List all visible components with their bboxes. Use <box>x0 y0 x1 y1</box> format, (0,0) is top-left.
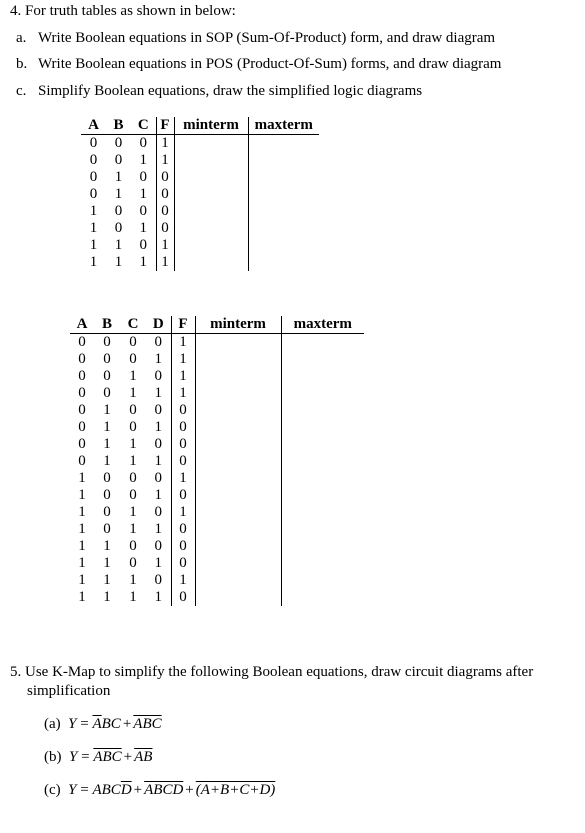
table-row <box>70 589 364 606</box>
table-cell: 1 <box>171 351 195 368</box>
table-cell: 0 <box>139 169 147 185</box>
minterm-cell <box>174 152 248 169</box>
truth-table-body <box>81 135 319 272</box>
minterm-cell <box>195 436 281 453</box>
minterm-cell <box>195 402 281 419</box>
table-row <box>81 237 319 254</box>
minterm-cell <box>195 538 281 555</box>
term-bar: (A+B+C+D) <box>195 782 276 798</box>
question-5-text-cont: simplification <box>27 683 111 699</box>
table-cell: 0 <box>103 487 111 503</box>
table-cell: 1 <box>156 254 174 271</box>
maxterm-cell <box>248 135 319 153</box>
maxterm-cell <box>248 254 319 271</box>
table-cell: 1 <box>139 220 147 236</box>
table-cell: 1 <box>78 521 86 537</box>
maxterm-cell <box>281 521 364 538</box>
eq-lhs: Y <box>68 782 77 798</box>
table-cell: 0 <box>129 470 137 486</box>
equation-c <box>44 782 275 799</box>
table-cell: 0 <box>156 220 174 237</box>
table-row <box>81 220 319 237</box>
table-cell: 0 <box>129 555 137 571</box>
table-row <box>81 152 319 169</box>
table-cell: 1 <box>129 436 137 452</box>
eq-sign: = <box>81 749 90 765</box>
equation-b <box>44 749 152 766</box>
maxterm-cell <box>281 351 364 368</box>
table-cell: 1 <box>156 152 174 169</box>
header-d: D <box>146 316 171 334</box>
table-cell: 1 <box>129 589 137 605</box>
table-cell: 0 <box>129 487 137 503</box>
header-maxterm: maxterm <box>281 316 364 334</box>
table-row <box>70 555 364 572</box>
table-cell: 1 <box>103 538 111 554</box>
minterm-cell <box>174 135 248 153</box>
table-cell: 0 <box>78 453 86 469</box>
table-cell: 1 <box>89 254 98 270</box>
eq-sign: = <box>80 716 89 732</box>
table-cell: 0 <box>114 220 123 236</box>
table-row <box>70 504 364 521</box>
table-cell: 0 <box>78 402 86 418</box>
table-cell: 0 <box>78 351 86 367</box>
maxterm-cell <box>281 555 364 572</box>
table-cell: 1 <box>114 169 123 185</box>
minterm-cell <box>195 504 281 521</box>
table-cell: 0 <box>156 169 174 186</box>
table-cell: 1 <box>78 538 86 554</box>
table-cell: 1 <box>78 504 86 520</box>
table-cell: 0 <box>171 521 195 538</box>
minterm-cell <box>195 487 281 504</box>
table-row <box>70 521 364 538</box>
table-cell: 0 <box>139 203 147 219</box>
minterm-cell <box>174 203 248 220</box>
table-cell: 0 <box>78 368 86 384</box>
maxterm-cell <box>281 436 364 453</box>
table-cell: 0 <box>171 538 195 555</box>
minterm-cell <box>174 186 248 203</box>
item-text: Simplify Boolean equations, draw the simplified logic diagrams <box>38 83 423 99</box>
table-cell: 0 <box>156 186 174 203</box>
minterm-cell <box>195 589 281 606</box>
table-cell: 1 <box>89 220 98 236</box>
item-label: b. <box>16 56 28 72</box>
table-cell: 1 <box>103 555 111 571</box>
table-cell: 0 <box>156 203 174 220</box>
table-cell: 0 <box>103 334 111 350</box>
table-cell: 1 <box>78 589 86 605</box>
table-row <box>70 572 364 589</box>
table-cell: 1 <box>156 237 174 254</box>
table-cell: 1 <box>114 254 123 270</box>
table-cell: 0 <box>89 152 98 168</box>
table-cell: 0 <box>103 351 111 367</box>
term: ABC <box>92 782 121 798</box>
minterm-cell <box>174 169 248 186</box>
table-row <box>81 186 319 203</box>
table-row <box>70 538 364 555</box>
table-cell: 1 <box>171 334 195 352</box>
maxterm-cell <box>248 203 319 220</box>
minterm-cell <box>195 368 281 385</box>
minterm-cell <box>195 385 281 402</box>
question-4c <box>16 83 422 100</box>
plus-sign: + <box>123 749 133 765</box>
header-minterm: minterm <box>174 117 248 135</box>
table-row <box>70 419 364 436</box>
item-label: a. <box>16 30 27 46</box>
question-5 <box>10 663 575 701</box>
term-bar: $\overline{ABC}$ <box>93 749 122 765</box>
term-bar: $\overline{A}$ <box>92 716 102 732</box>
table-row <box>70 368 364 385</box>
header-f: F <box>156 117 174 135</box>
maxterm-cell <box>281 487 364 504</box>
table-row <box>70 385 364 402</box>
table-cell: 1 <box>78 487 86 503</box>
minterm-cell <box>174 220 248 237</box>
item-text: Write Boolean equations in POS (Product-Of-Sum) forms, and draw diagram <box>38 56 502 72</box>
table-row <box>81 135 319 153</box>
eq-label: (b) <box>44 749 62 765</box>
table-cell: 1 <box>139 254 147 270</box>
header-b: B <box>94 316 120 334</box>
table-cell: 0 <box>154 538 162 554</box>
table-cell: 0 <box>78 385 86 401</box>
question-4a <box>16 30 495 47</box>
table-cell: 0 <box>171 589 195 606</box>
maxterm-cell <box>248 237 319 254</box>
table-cell: 1 <box>129 453 137 469</box>
maxterm-cell <box>281 572 364 589</box>
minterm-cell <box>195 555 281 572</box>
table-cell: 0 <box>114 203 123 219</box>
table-cell: 1 <box>103 419 111 435</box>
table-cell: 1 <box>171 572 195 589</box>
table-row <box>70 453 364 470</box>
table-cell: 0 <box>103 521 111 537</box>
table-cell: 1 <box>78 470 86 486</box>
table-cell: 1 <box>129 572 137 588</box>
table-cell: 1 <box>103 453 111 469</box>
table-cell: 0 <box>171 402 195 419</box>
table-cell: 1 <box>139 186 147 202</box>
table-cell: 0 <box>103 504 111 520</box>
table-row <box>70 351 364 368</box>
table-cell: 0 <box>171 436 195 453</box>
truth-table-3-variable <box>81 117 319 271</box>
table-cell: 0 <box>171 453 195 470</box>
minterm-cell <box>195 572 281 589</box>
table-cell: 0 <box>78 436 86 452</box>
question-4b <box>16 56 501 73</box>
table-cell: 0 <box>103 470 111 486</box>
truth-table-4-variable <box>70 316 364 606</box>
maxterm-cell <box>281 453 364 470</box>
table-cell: 1 <box>154 419 162 435</box>
equation-a <box>44 716 162 733</box>
table-row <box>70 487 364 504</box>
maxterm-cell <box>248 152 319 169</box>
table-cell: 1 <box>171 470 195 487</box>
table-cell: 0 <box>154 572 162 588</box>
table-cell: 1 <box>103 436 111 452</box>
minterm-cell <box>195 453 281 470</box>
minterm-cell <box>174 254 248 271</box>
eq-sign: = <box>80 782 89 798</box>
table-row <box>81 203 319 220</box>
minterm-cell <box>195 334 281 352</box>
table-cell: 0 <box>89 186 98 202</box>
question-4-heading: 4. For truth tables as shown in below: <box>10 3 236 19</box>
table-cell: 1 <box>89 203 98 219</box>
table-cell: 1 <box>89 237 98 253</box>
eq-label: (a) <box>44 716 61 732</box>
item-label: c. <box>16 83 27 99</box>
maxterm-cell <box>281 589 364 606</box>
table-cell: 1 <box>78 572 86 588</box>
table-cell: 1 <box>103 572 111 588</box>
minterm-cell <box>195 470 281 487</box>
maxterm-cell <box>281 538 364 555</box>
table-cell: 1 <box>114 237 123 253</box>
table-cell: 1 <box>154 555 162 571</box>
table-cell: 0 <box>129 402 137 418</box>
maxterm-cell <box>281 402 364 419</box>
table-cell: 1 <box>156 135 174 153</box>
table-row <box>70 402 364 419</box>
minterm-cell <box>195 351 281 368</box>
table-cell: 1 <box>78 555 86 571</box>
term-bar: $\overline{AB}$ <box>134 749 153 765</box>
table-cell: 1 <box>154 351 162 367</box>
table-row <box>70 436 364 453</box>
table-cell: 1 <box>154 487 162 503</box>
table-cell: 1 <box>154 589 162 605</box>
table-cell: 1 <box>129 368 137 384</box>
table-cell: 1 <box>171 368 195 385</box>
header-minterm: minterm <box>195 316 281 334</box>
table-cell: 1 <box>103 589 111 605</box>
eq-label: (c) <box>44 782 61 798</box>
truth-table-body <box>70 334 364 607</box>
table-cell: 1 <box>171 385 195 402</box>
table-cell: 1 <box>129 504 137 520</box>
header-f: F <box>171 316 195 334</box>
table-cell: 1 <box>171 504 195 521</box>
maxterm-cell <box>248 169 319 186</box>
header-a: A <box>70 316 94 334</box>
plus-sign: + <box>185 782 194 798</box>
table-cell: 1 <box>154 521 162 537</box>
maxterm-cell <box>281 385 364 402</box>
table-cell: 0 <box>103 385 111 401</box>
table-cell: 1 <box>129 521 137 537</box>
minterm-cell <box>195 521 281 538</box>
table-cell: 1 <box>103 402 111 418</box>
table-row <box>81 254 319 271</box>
header-b: B <box>106 117 131 135</box>
term-bar: ABCD <box>144 782 184 798</box>
table-cell: 1 <box>114 186 123 202</box>
table-cell: 0 <box>154 402 162 418</box>
table-cell: 0 <box>154 436 162 452</box>
table-cell: 0 <box>154 334 162 350</box>
table-cell: 0 <box>154 470 162 486</box>
table-cell: 0 <box>129 419 137 435</box>
table-cell: 0 <box>89 169 98 185</box>
plus-sign: + <box>133 782 143 798</box>
table-cell: 0 <box>89 135 98 151</box>
table-cell: 1 <box>154 385 162 401</box>
table-cell: 0 <box>103 368 111 384</box>
table-cell: 0 <box>171 487 195 504</box>
plus-sign: + <box>122 716 132 732</box>
minterm-cell <box>174 237 248 254</box>
table-cell: 0 <box>114 135 123 151</box>
table-cell: 1 <box>154 453 162 469</box>
maxterm-cell <box>281 368 364 385</box>
term: BC <box>101 716 121 732</box>
table-cell: 0 <box>78 334 86 350</box>
table-cell: 0 <box>154 504 162 520</box>
maxterm-cell <box>281 419 364 436</box>
term-bar: $\overline{D}$ <box>120 782 132 798</box>
table-cell: 0 <box>171 555 195 572</box>
table-cell: 0 <box>114 152 123 168</box>
table-cell: 0 <box>129 538 137 554</box>
table-row <box>70 334 364 352</box>
maxterm-cell <box>281 334 364 352</box>
maxterm-cell <box>281 504 364 521</box>
maxterm-cell <box>248 220 319 237</box>
item-text: Write Boolean equations in SOP (Sum-Of-Product) form, and draw diagram <box>38 30 496 46</box>
header-c: C <box>120 316 146 334</box>
eq-lhs: Y <box>69 749 78 765</box>
header-a: A <box>81 117 106 135</box>
question-5-text: 5. Use K-Map to simplify the following Boolean equations, draw circuit diagrams after <box>10 664 534 680</box>
term-bar: $\overline{ABC}$ <box>133 716 162 732</box>
table-row <box>81 169 319 186</box>
table-cell: 0 <box>129 351 137 367</box>
table-cell: 1 <box>129 385 137 401</box>
table-cell: 0 <box>139 135 147 151</box>
header-maxterm: maxterm <box>248 117 319 135</box>
table-row <box>70 470 364 487</box>
table-cell: 0 <box>171 419 195 436</box>
minterm-cell <box>195 419 281 436</box>
header-c: C <box>131 117 156 135</box>
maxterm-cell <box>248 186 319 203</box>
table-cell: 1 <box>139 152 147 168</box>
table-cell: 0 <box>139 237 147 253</box>
table-cell: 0 <box>129 334 137 350</box>
table-cell: 0 <box>78 419 86 435</box>
table-cell: 0 <box>154 368 162 384</box>
maxterm-cell <box>281 470 364 487</box>
eq-lhs: Y <box>68 716 77 732</box>
